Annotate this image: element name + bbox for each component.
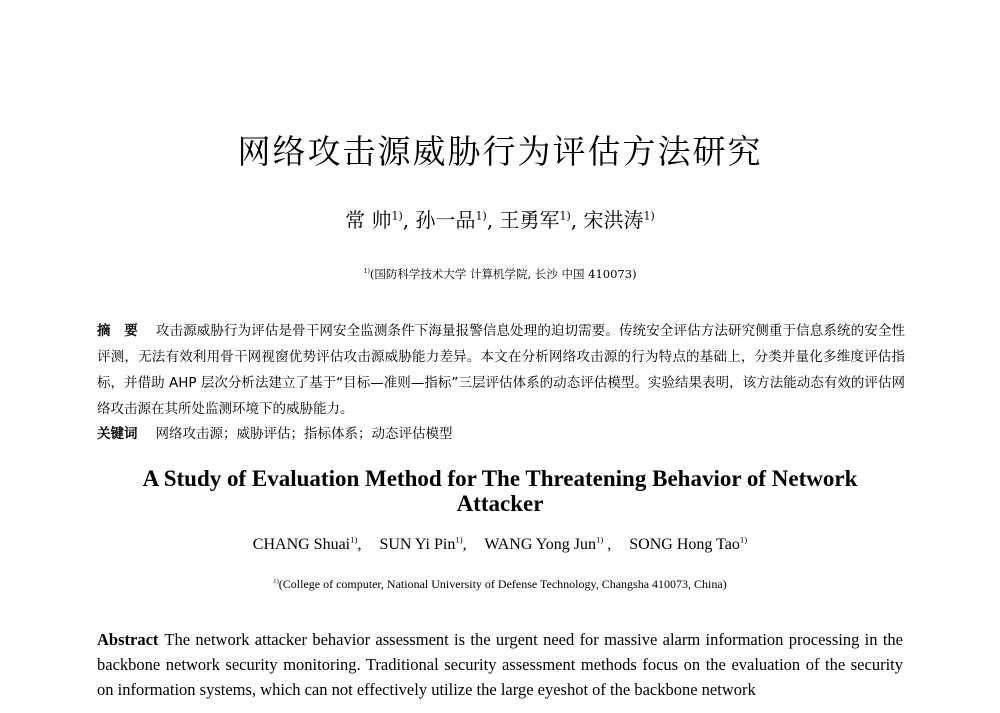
author-affiliation-mark: 1) — [455, 534, 463, 545]
author-affiliation-mark: 1) — [391, 209, 403, 223]
author-name: 王勇军 — [499, 208, 560, 232]
author-name: 孙一品 — [415, 208, 476, 232]
chinese-affiliation — [0, 266, 1000, 282]
author-name: SONG Hong Tao — [629, 536, 740, 553]
author-name: SUN Yi Pin — [379, 536, 456, 553]
affiliation-text: (国防科学技术大学 计算机学院, 长沙 中国 410073) — [369, 267, 637, 281]
english-title: A Study of Evaluation Method for The Threatening Behavior of Network Attacker — [142, 466, 858, 516]
author-separator: , — [402, 208, 416, 232]
chinese-abstract-label: 摘 要 — [97, 323, 138, 339]
chinese-abstract-text: 攻击源威胁行为评估是骨干网安全监测条件下海量报警信息处理的迫切需要。传统安全评估方法研究侧重于信息系统的安全性评测，无法有效利用骨干网视窗优势评估攻击源威胁能力差异。本文在分析网络攻击源的行为特点的基础上，分类并量化多维度评估指标，并借助 AHP 层次分析法建立了基于“目标—准则—指标”三层评估体系的动态评估模型。实验结果表明，该方法能动态有效的评估网络攻击源在其所处监测环境下的威胁能力。 — [97, 323, 906, 417]
chinese-keywords — [97, 421, 905, 447]
english-affiliation — [0, 577, 1000, 592]
chinese-title: 网络攻击源威胁行为评估方法研究 — [237, 132, 763, 171]
author-separator: , — [570, 208, 584, 232]
author-name: 常 帅 — [345, 208, 392, 232]
author-affiliation-mark: 1) — [559, 209, 571, 223]
author-separator: , — [462, 536, 467, 553]
author-affiliation-mark: 1) — [643, 209, 655, 223]
english-abstract — [97, 627, 903, 702]
author-name: CHANG Shuai — [252, 536, 351, 553]
author-name: 宋洪涛 — [583, 208, 644, 232]
author-affiliation-mark: 1) — [595, 534, 604, 545]
affiliation-mark: 1) — [363, 268, 370, 276]
chinese-keywords-text: 网络攻击源；威胁评估；指标体系；动态评估模型 — [155, 426, 453, 442]
affiliation-mark: 1) — [273, 578, 279, 585]
chinese-keywords-label: 关键词 — [97, 426, 138, 442]
author-affiliation-mark: 1) — [350, 534, 358, 545]
chinese-authors — [0, 204, 1000, 233]
author-affiliation-mark: 1) — [475, 209, 487, 223]
author-separator: , — [486, 208, 500, 232]
author-separator: , — [603, 536, 612, 553]
author-name: WANG Yong Jun — [484, 536, 596, 553]
chinese-abstract — [97, 318, 905, 422]
author-separator: , — [357, 536, 362, 553]
english-abstract-label: Abstract — [97, 630, 159, 649]
english-authors — [0, 536, 1000, 554]
affiliation-text: (College of computer, National University of Defense Technology, Changsha 410073, China) — [278, 577, 727, 591]
author-affiliation-mark: 1) — [739, 534, 748, 545]
english-abstract-text: The network attacker behavior assessment is the urgent need for massive alarm information processing in the backbone network security monitoring. Traditional security assessment methods focus on the evaluation of the security on information systems, which can not effectively utilize the large eyeshot of the backbone network — [97, 630, 903, 699]
